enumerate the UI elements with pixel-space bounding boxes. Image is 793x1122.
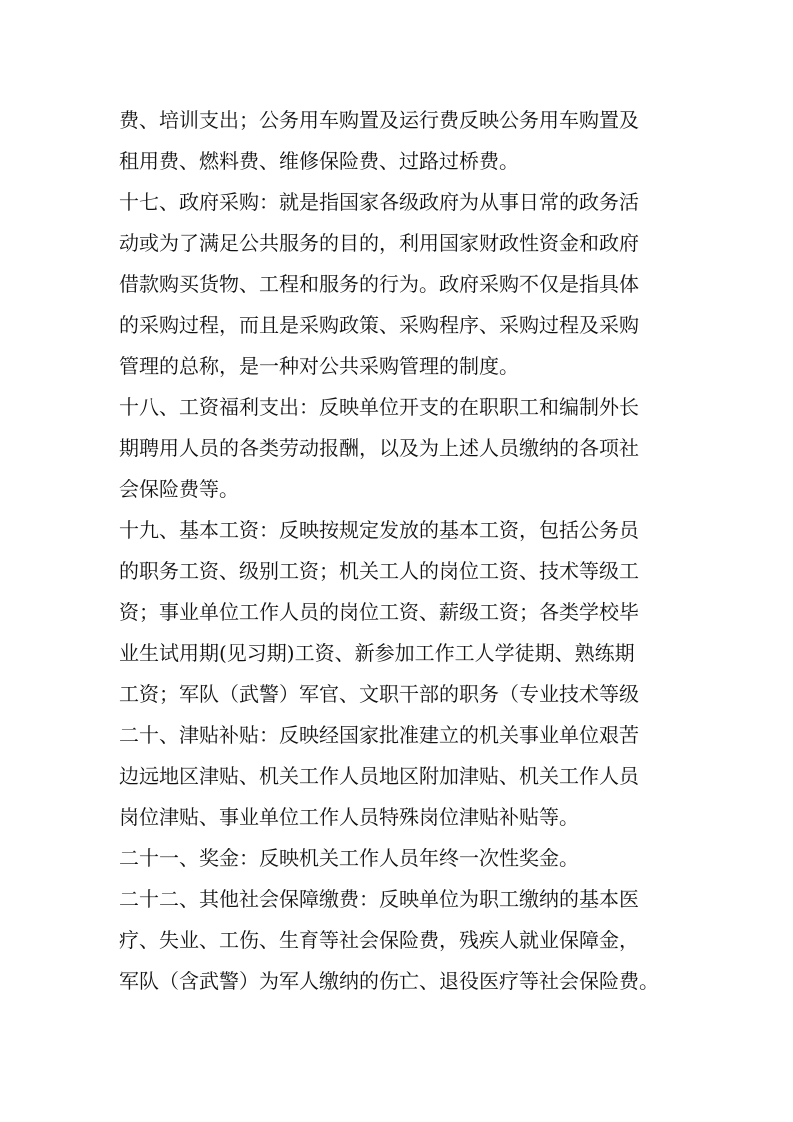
- text-line: 的采购过程，而且是采购政策、采购程序、采购过程及采购: [119, 313, 639, 337]
- text-line: 岗位津贴、事业单位工作人员特殊岗位津贴补贴等。: [119, 805, 579, 829]
- text-line: 费、培训支出；公务用车购置及运行费反映公务用车购置及: [119, 108, 639, 132]
- text-line: 疗、失业、工伤、生育等社会保险费，残疾人就业保障金，: [119, 928, 639, 952]
- text-line: 会保险费等。: [119, 477, 239, 501]
- text-line: 管理的总称，是一种对公共采购管理的制度。: [119, 354, 519, 378]
- text-line: 借款购买货物、工程和服务的行为。政府采购不仅是指具体: [119, 272, 639, 296]
- text-line: 的职务工资、级别工资；机关工人的岗位工资、技术等级工: [119, 559, 639, 583]
- text-line: 业生试用期(见习期)工资、新参加工作工人学徒期、熟练期: [119, 641, 635, 665]
- text-line: 资；事业单位工作人员的岗位工资、薪级工资；各类学校毕: [119, 600, 639, 624]
- text-line: 二十一、奖金：反映机关工作人员年终一次性奖金。: [119, 846, 579, 870]
- text-line: 租用费、燃料费、维修保险费、过路过桥费。: [119, 149, 519, 173]
- text-line: 十九、基本工资：反映按规定发放的基本工资，包括公务员: [119, 518, 639, 542]
- text-line: 十七、政府采购：就是指国家各级政府为从事日常的政务活: [119, 190, 639, 214]
- text-line: 二十二、其他社会保障缴费：反映单位为职工缴纳的基本医: [119, 887, 639, 911]
- text-line: 工资；军队（武警）军官、文职干部的职务（专业技术等级: [119, 682, 639, 706]
- text-line: 期聘用人员的各类劳动报酬，以及为上述人员缴纳的各项社: [119, 436, 639, 460]
- text-line: 十八、工资福利支出：反映单位开支的在职职工和编制外长: [119, 395, 639, 419]
- text-line: 军队（含武警）为军人缴纳的伤亡、退役医疗等社会保险费。: [119, 969, 659, 993]
- text-line: 动或为了满足公共服务的目的，利用国家财政性资金和政府: [119, 231, 639, 255]
- text-line: 二十、津贴补贴：反映经国家批准建立的机关事业单位艰苦: [119, 723, 639, 747]
- text-line: 边远地区津贴、机关工作人员地区附加津贴、机关工作人员: [119, 764, 639, 788]
